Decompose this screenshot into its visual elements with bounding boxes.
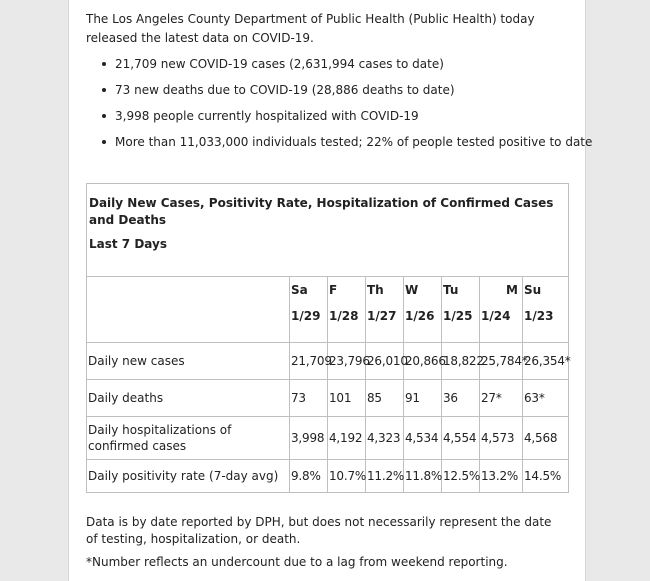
data-cell: 10.7% bbox=[328, 460, 366, 493]
data-cell: 14.5% bbox=[523, 460, 569, 493]
data-cell: 18,822 bbox=[442, 343, 480, 380]
data-cell: 9.8% bbox=[290, 460, 328, 493]
header-cell bbox=[442, 277, 480, 343]
summary-list bbox=[86, 51, 592, 155]
data-cell: 27* bbox=[480, 380, 523, 417]
data-cell: 21,709 bbox=[290, 343, 328, 380]
day-label: Th bbox=[367, 283, 384, 297]
data-cell: 26,354* bbox=[523, 343, 569, 380]
day-label: Sa bbox=[291, 283, 308, 297]
summary-item-hospitalized: 3,998 people currently hospitalized with COVID-19 bbox=[86, 103, 592, 129]
header-cell bbox=[523, 277, 569, 343]
date-label: 1/28 bbox=[329, 309, 359, 323]
data-cell: 36 bbox=[442, 380, 480, 417]
date-label: 1/29 bbox=[291, 309, 321, 323]
data-cell: 91 bbox=[404, 380, 442, 417]
table-row bbox=[87, 380, 569, 417]
date-label: 1/26 bbox=[405, 309, 435, 323]
data-cell: 11.8% bbox=[404, 460, 442, 493]
day-label: Tu bbox=[443, 283, 459, 297]
day-label: W bbox=[405, 283, 419, 297]
table-header-row bbox=[87, 277, 569, 343]
header-empty-cell bbox=[87, 277, 290, 343]
date-label: 1/24 bbox=[481, 309, 511, 323]
data-cell: 4,323 bbox=[366, 417, 404, 460]
row-label: Daily hospitalizations of confirmed cases bbox=[87, 417, 290, 460]
data-cell: 23,796 bbox=[328, 343, 366, 380]
data-cell: 12.5% bbox=[442, 460, 480, 493]
data-cell: 63* bbox=[523, 380, 569, 417]
data-cell: 4,568 bbox=[523, 417, 569, 460]
date-label: 1/23 bbox=[524, 309, 554, 323]
data-cell: 13.2% bbox=[480, 460, 523, 493]
data-cell: 20,866 bbox=[404, 343, 442, 380]
undercount-note: *Number reflects an undercount due to a lag from weekend reporting. bbox=[86, 555, 508, 569]
summary-item-tested: More than 11,033,000 individuals tested; 22% of people tested positive to date bbox=[86, 129, 592, 155]
data-cell: 4,554 bbox=[442, 417, 480, 460]
date-label: 1/27 bbox=[367, 309, 397, 323]
data-cell: 3,998 bbox=[290, 417, 328, 460]
day-label: F bbox=[329, 283, 338, 297]
data-cell: 4,534 bbox=[404, 417, 442, 460]
date-label: 1/25 bbox=[443, 309, 473, 323]
header-cell bbox=[290, 277, 328, 343]
summary-item-deaths: 73 new deaths due to COVID-19 (28,886 deaths to date) bbox=[86, 77, 592, 103]
data-cell: 25,784* bbox=[480, 343, 523, 380]
data-cell: 85 bbox=[366, 380, 404, 417]
table-title: Daily New Cases, Positivity Rate, Hospitalization of Confirmed Cases and Deaths bbox=[89, 196, 554, 227]
table-row bbox=[87, 460, 569, 493]
summary-item-cases: 21,709 new COVID-19 cases (2,631,994 cases to date) bbox=[86, 51, 592, 77]
row-label: Daily positivity rate (7-day avg) bbox=[87, 460, 290, 493]
row-label: Daily new cases bbox=[87, 343, 290, 380]
table-row bbox=[87, 343, 569, 380]
table-row bbox=[87, 417, 569, 460]
data-cell: 73 bbox=[290, 380, 328, 417]
header-cell bbox=[404, 277, 442, 343]
day-label: M bbox=[506, 283, 518, 297]
header-cell bbox=[328, 277, 366, 343]
document-page bbox=[68, 0, 593, 581]
table-subtitle: Last 7 Days bbox=[89, 237, 167, 251]
data-cell: 26,010 bbox=[366, 343, 404, 380]
intro-paragraph: The Los Angeles County Department of Public Health (Public Health) today released the latest data on COVID-19. bbox=[86, 12, 535, 45]
data-cell: 101 bbox=[328, 380, 366, 417]
daily-data-table bbox=[86, 183, 569, 493]
header-cell bbox=[480, 277, 523, 343]
row-label: Daily deaths bbox=[87, 380, 290, 417]
header-cell bbox=[366, 277, 404, 343]
data-cell: 4,573 bbox=[480, 417, 523, 460]
data-note: Data is by date reported by DPH, but does not necessarily represent the date of testing, hospitalization, or death. bbox=[86, 515, 552, 546]
day-label: Su bbox=[524, 283, 542, 297]
data-cell: 11.2% bbox=[366, 460, 404, 493]
table-title-cell bbox=[87, 184, 569, 277]
data-cell: 4,192 bbox=[328, 417, 366, 460]
